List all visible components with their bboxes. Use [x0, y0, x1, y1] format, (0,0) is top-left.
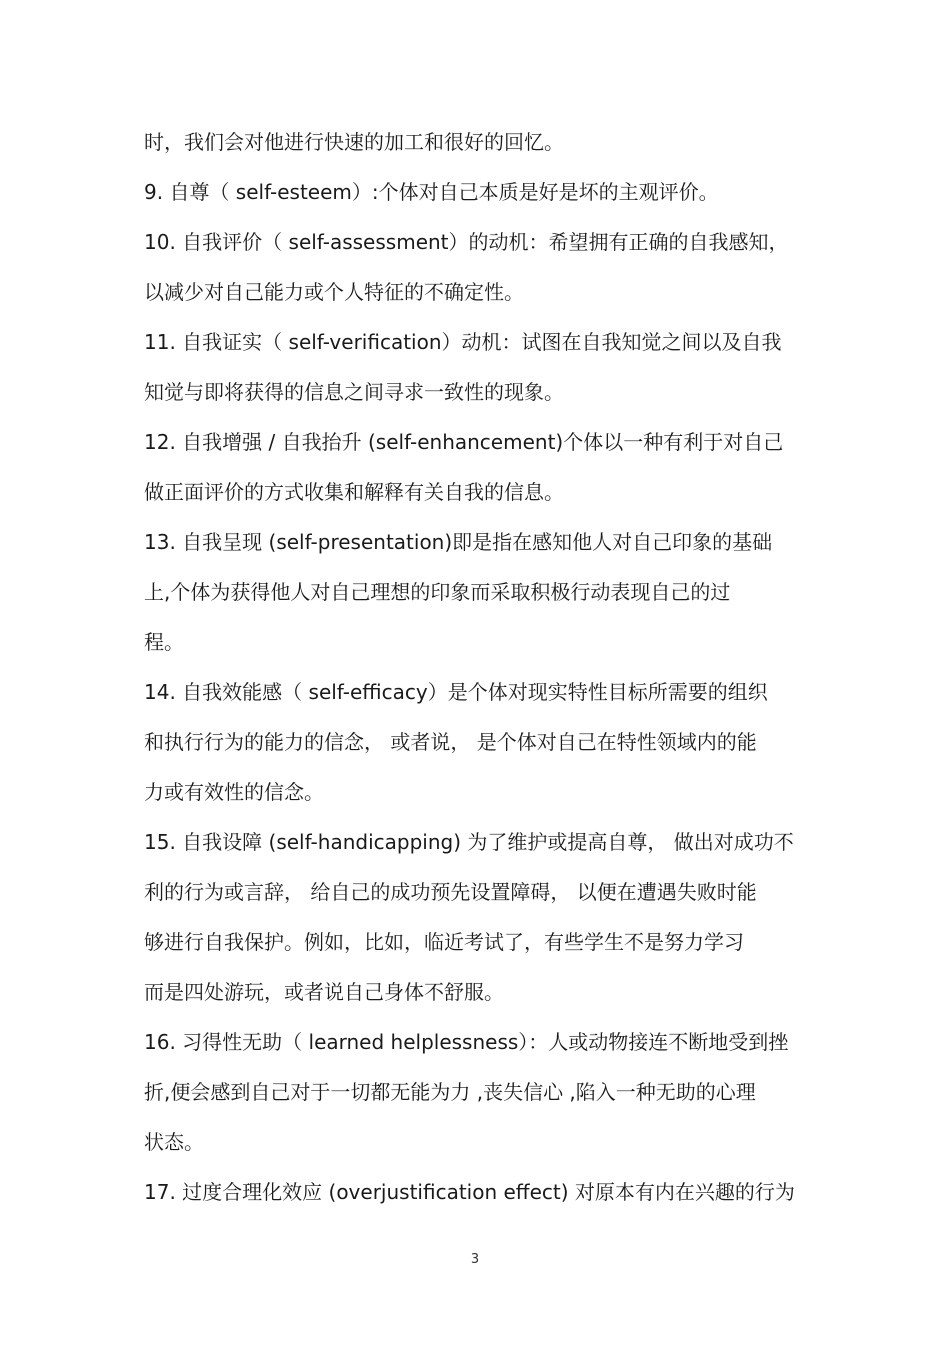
text-line: 利的行为或言辞， 给自己的成功预先设置障碍， 以便在遭遇失败时能	[144, 880, 757, 904]
text-line: 10. 自我评价（ self-assessment）的动机：希望拥有正确的自我感知，	[144, 230, 789, 254]
text-line: 知觉与即将获得的信息之间寻求一致性的现象。	[144, 380, 564, 404]
page-number: 3	[470, 1252, 480, 1267]
text-line: 和执行行为的能力的信念， 或者说， 是个体对自己在特性领域内的能	[144, 730, 757, 754]
text-line: 16. 习得性无助（ learned helplessness）：人或动物接连不断地受到挫	[144, 1030, 789, 1054]
text-line: 以减少对自己能力或个人特征的不确定性。	[144, 280, 524, 304]
text-line: 11. 自我证实（ self-verification）动机：试图在自我知觉之间以及自我	[144, 330, 782, 354]
text-line: 12. 自我增强 / 自我抬升 (self-enhancement)个体以一种有利于对自己	[144, 430, 784, 454]
text-line: 13. 自我呈现 (self-presentation)即是指在感知他人对自己印象的基础	[144, 530, 773, 554]
text-line: 力或有效性的信念。	[144, 780, 324, 804]
text-line: 而是四处游玩，或者说自己身体不舒服。	[144, 980, 504, 1004]
text-line: 够进行自我保护。例如，比如，临近考试了，有些学生不是努力学习	[144, 930, 744, 954]
text-line: 上,个体为获得他人对自己理想的印象而采取积极行动表现自己的过	[144, 580, 731, 604]
text-line: 15. 自我设障 (self-handicapping) 为了维护或提高自尊， 做出对成功不	[144, 830, 794, 854]
text-line: 14. 自我效能感（ self-efficacy）是个体对现实特性目标所需要的组织	[144, 680, 768, 704]
text-line: 做正面评价的方式收集和解释有关自我的信息。	[144, 480, 564, 504]
text-line: 时，我们会对他进行快速的加工和很好的回忆。	[144, 130, 564, 154]
text-line: 程。	[144, 630, 184, 654]
text-line: 折,便会感到自己对于一切都无能为力 ,丧失信心 ,陷入一种无助的心理	[144, 1080, 756, 1104]
text-line: 17. 过度合理化效应 (overjustification effect) 对原本有内在兴趣的行为	[144, 1180, 795, 1204]
text-line: 9. 自尊（ self-esteem）:个体对自己本质是好是坏的主观评价。	[144, 180, 719, 204]
text-line: 状态。	[144, 1130, 204, 1154]
